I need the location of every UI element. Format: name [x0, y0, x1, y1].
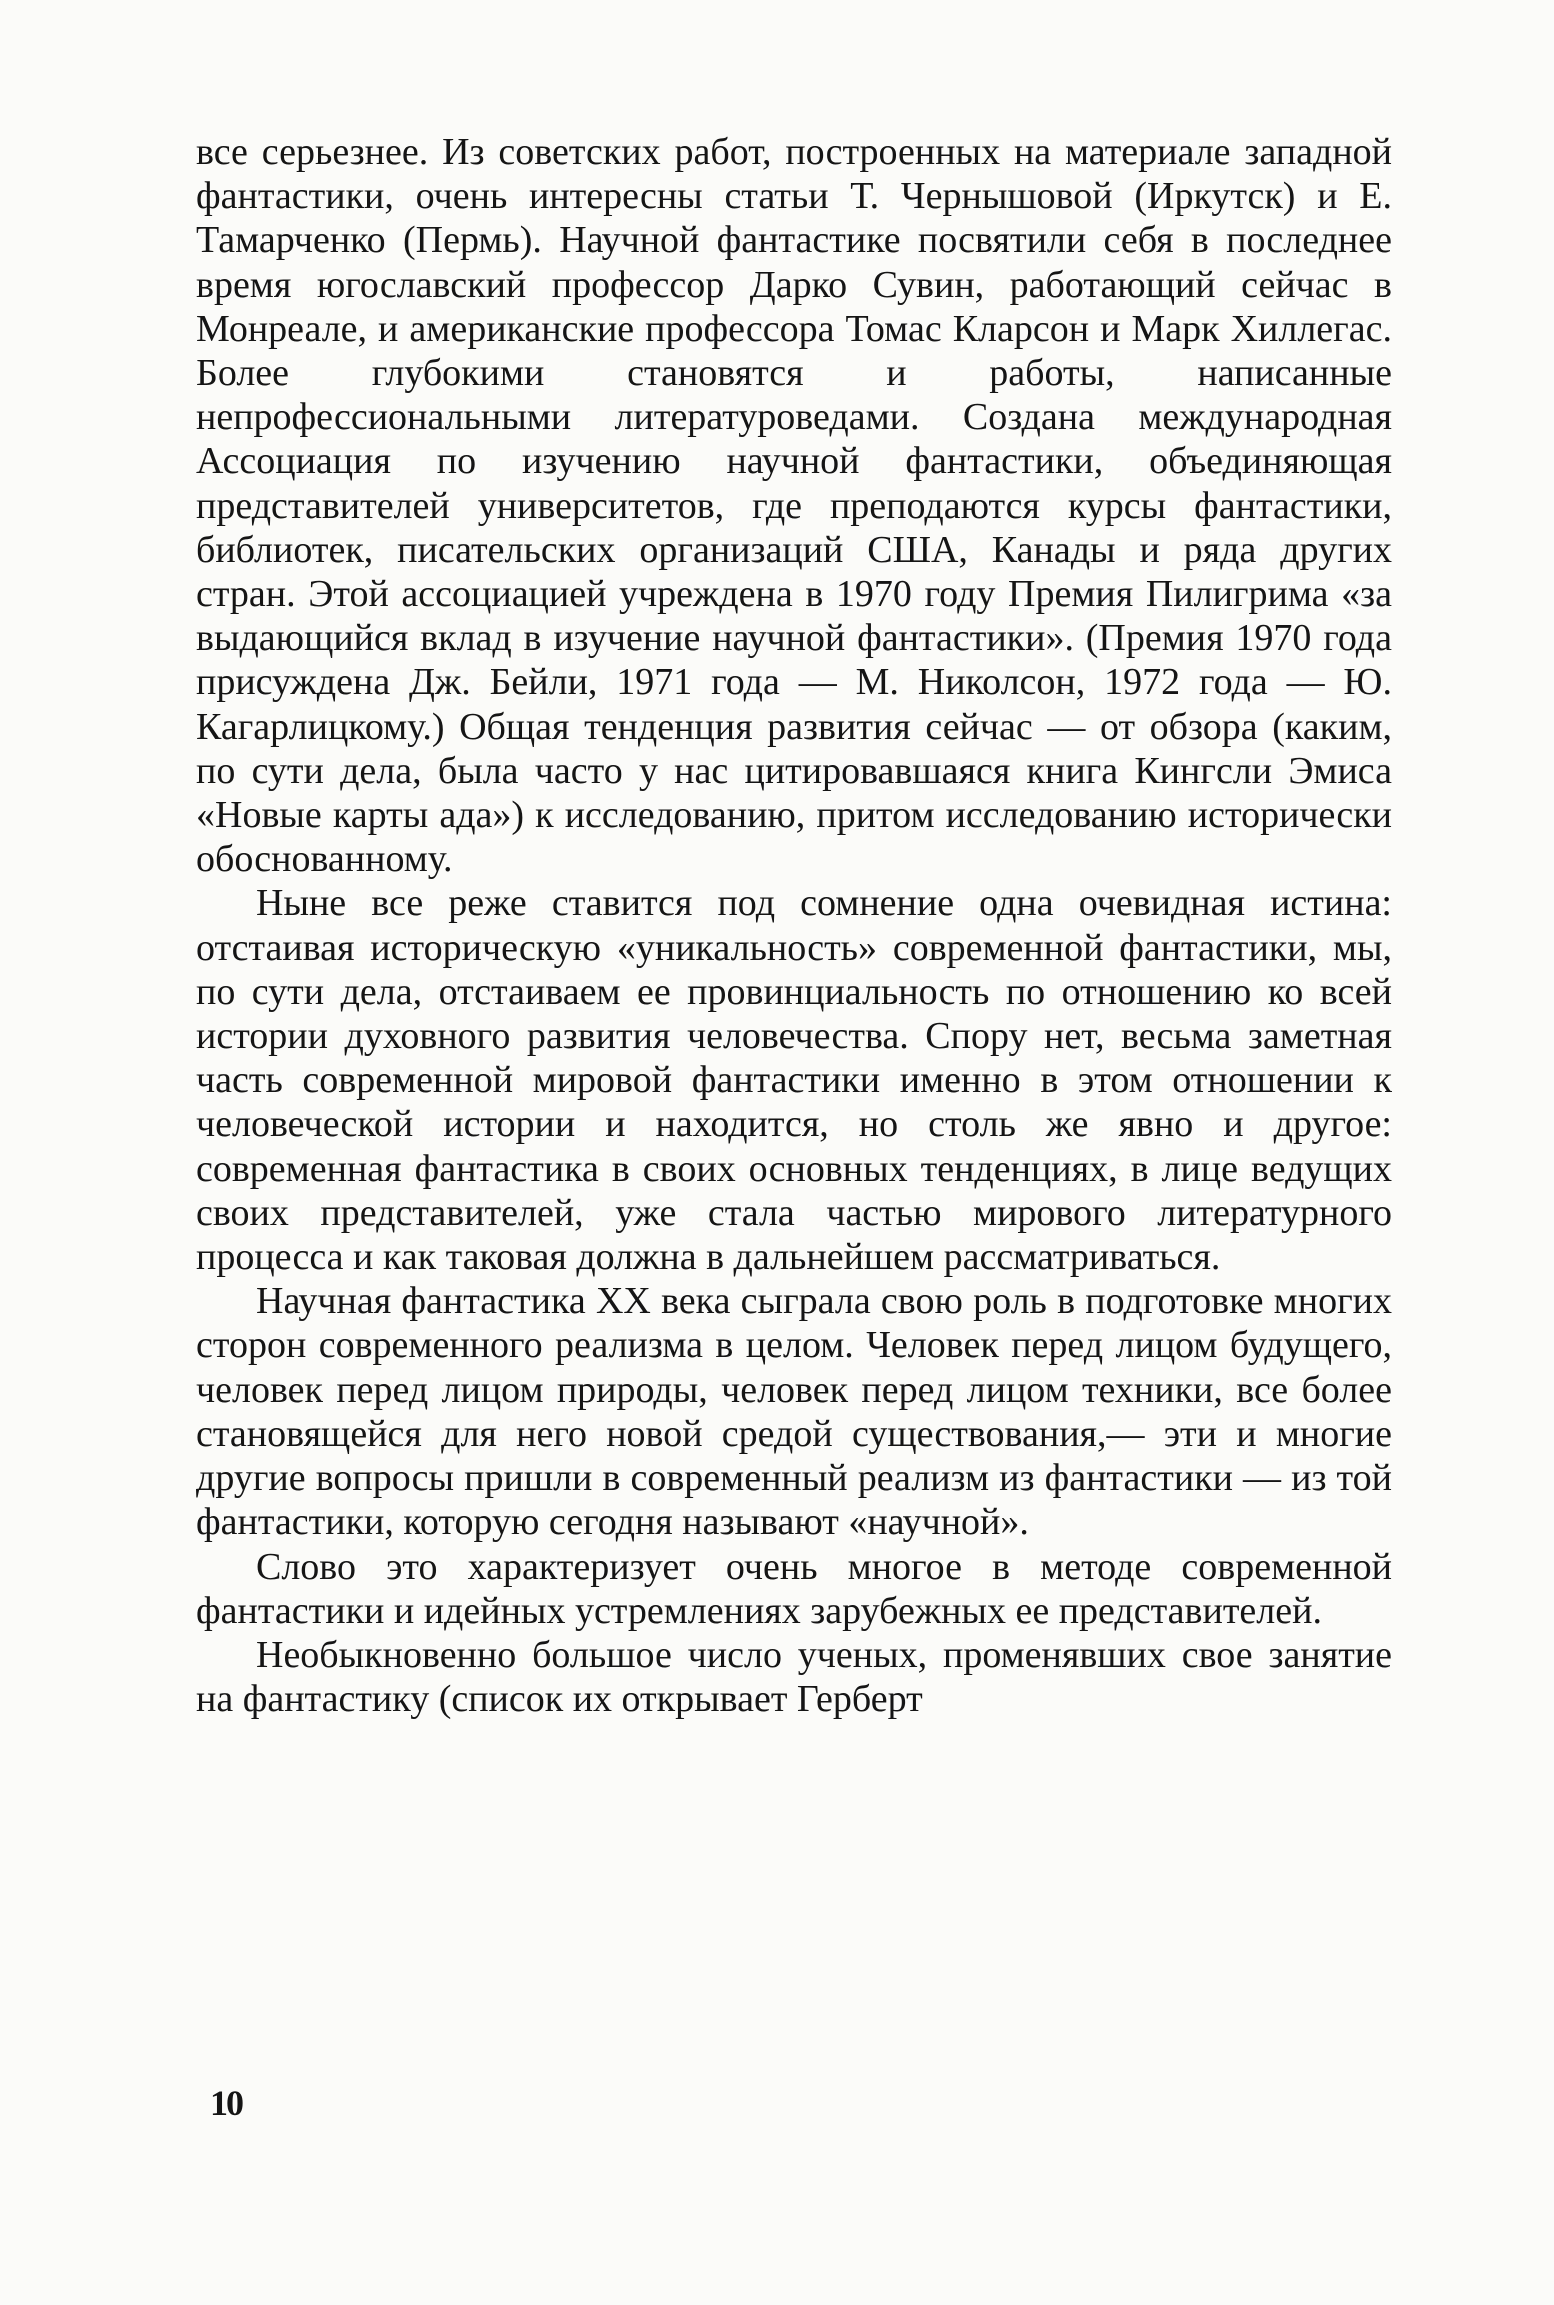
- page-number: 10: [210, 2083, 242, 2123]
- paragraph-3: Научная фантастика XX века сыграла свою роль в подготовке многих сторон современного реализма в целом. Человек перед лицом будущего, человек перед лицом природы, человек перед лицом техники, все более становящейся для него новой средой существования,— эти и многие другие вопросы пришли в современный реализм из фантастики — из той фантастики, которую сегодня называют «научной».: [196, 1280, 1392, 1544]
- paragraph-4: Слово это характеризует очень многое в методе современной фантастики и идейных устремлениях зарубежных ее представителей.: [196, 1545, 1392, 1632]
- page-body-text: [196, 130, 1392, 1721]
- paragraph-2: Ныне все реже ставится под сомнение одна очевидная истина: отстаивая историческую «уникальность» современной фантастики, мы, по сути дела, отстаиваем ее провинциальность по отношению ко всей истории духовного развития человечества. Спору нет, весьма заметная часть современной мировой фантастики именно в этом отношении к человеческой истории и находится, но столь же явно и другое: современная фантастика в своих основных тенденциях, в лице ведущих своих представителей, уже стала частью мирового литературного процесса и как таковая должна в дальнейшем рассматриваться.: [196, 882, 1392, 1279]
- paragraph-5: Необыкновенно большое число ученых, променявших свое занятие на фантастику (список их открывает Герберт: [196, 1633, 1392, 1721]
- paragraph-1: все серьезнее. Из советских работ, построенных на материале западной фантастики, очень интересны статьи Т. Чернышовой (Иркутск) и Е. Тамарченко (Пермь). Научной фантастике посвятили себя в последнее время югославский профессор Дарко Сувин, работающий сейчас в Монреале, и американские профессора Томас Кларсон и Марк Хиллегас. Более глубокими становятся и работы, написанные непрофессиональными литературоведами. Создана международная Ассоциация по изучению научной фантастики, объединяющая представителей университетов, где преподаются курсы фантастики, библиотек, писательских организаций США, Канады и ряда других стран. Этой ассоциацией учреждена в 1970 году Премия Пилигрима «за выдающийся вклад в изучение научной фантастики». (Премия 1970 года присуждена Дж. Бейли, 1971 года — М. Николсон, 1972 года — Ю. Кагарлицкому.) Общая тенденция развития сейчас — от обзора (каким, по сути дела, была часто у нас цитировавшаяся книга Кингсли Эмиса «Новые карты ада») к исследованию, притом исследованию исторически обоснованному.: [196, 131, 1392, 881]
